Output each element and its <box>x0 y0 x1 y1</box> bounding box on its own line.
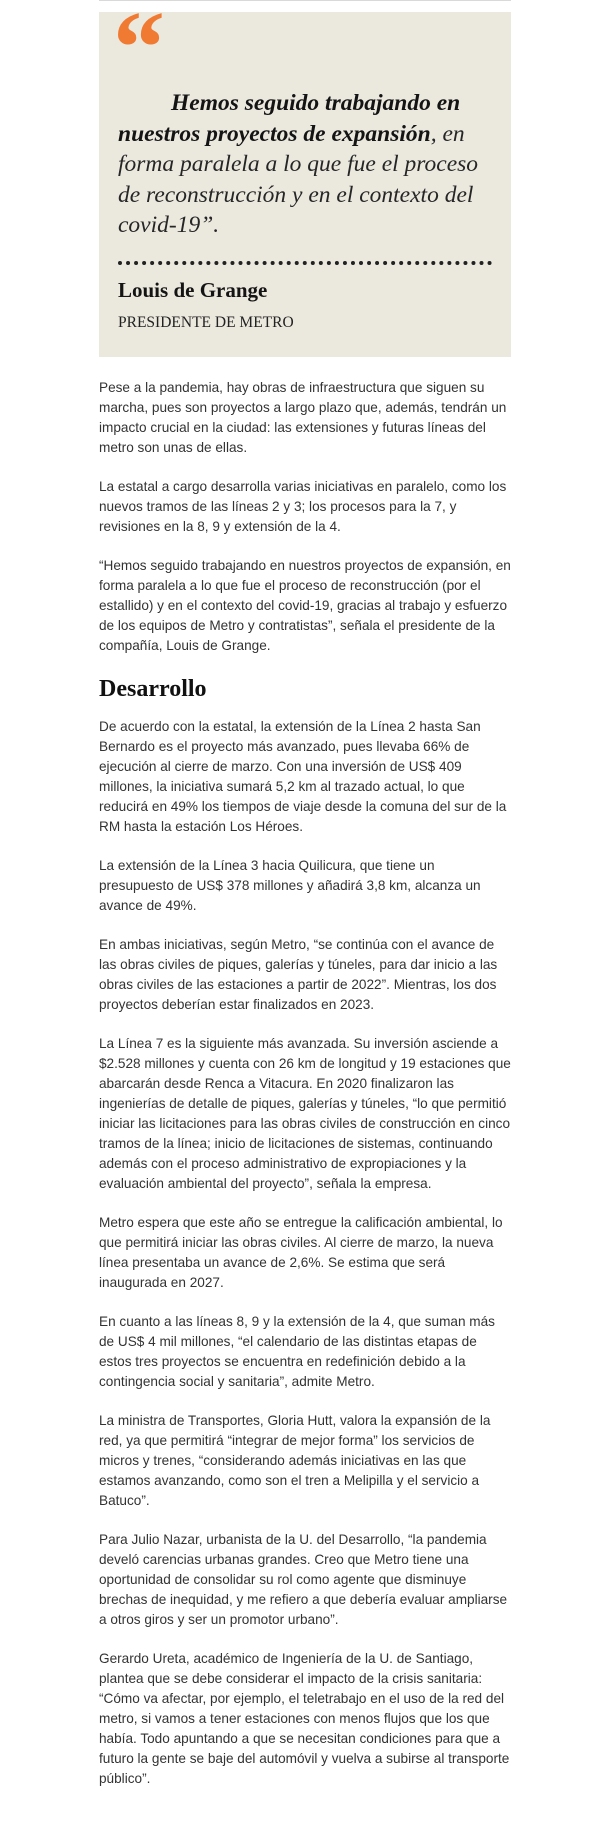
article-paragraph: Pese a la pandemia, hay obras de infraestructura que siguen su marcha, pues son proyectos a largo plazo que, además, tendrán un impacto crucial en la ciudad: las extensiones y futuras líneas del metro son unas de ellas. <box>99 380 507 455</box>
article-body <box>99 378 511 1808</box>
article-paragraph: La estatal a cargo desarrolla varias iniciativas en paralelo, como los nuevos tramos de las líneas 2 y 3; los procesos para la 7, y revisiones en la 8, 9 y extensión de la 4. <box>99 479 507 534</box>
article-paragraph: “Hemos seguido trabajando en nuestros proyectos de expansión, en forma paralela a lo que fue el proceso de reconstrucción (por el estallido) y en el contexto del covid-19, gracias al trabajo y esfuerzo de los equipos de Metro y contratistas”, señala el presidente de la compañía, Louis de Grange. <box>99 558 511 653</box>
article-paragraph: La extensión de la Línea 3 hacia Quilicura, que tiene un presupuesto de US$ 378 millones y añadirá 3,8 km, alcanza un avance de 49%. <box>99 858 481 913</box>
quote-author: Louis de Grange <box>118 278 268 302</box>
article-paragraph: Para Julio Nazar, urbanista de la U. del Desarrollo, “la pandemia develó carencias urbanas grandes. Creo que Metro tiene una oportunidad de consolidar su rol como agente que disminuye brechas de inequidad, y me refiero a que debería evaluar ampliarse a otros giros y ser un promotor urbano”. <box>99 1532 508 1627</box>
quote-author-role: PRESIDENTE DE METRO <box>118 314 294 331</box>
pull-quote-rest: , en forma paralela a lo que fue el proceso de reconstrucción y en el contexto del covid-19”. <box>118 120 479 238</box>
article-paragraph: De acuerdo con la estatal, la extensión de la Línea 2 hasta San Bernardo es el proyecto más avanzado, pues llevaba 66% de ejecución al cierre de marzo. Con una inversión de US$ 409 millones, la iniciativa sumará 5,2 km al trazado actual, lo que reducirá en 49% los tiempos de viaje desde la comuna del sur de la RM hasta la estación Los Héroes. <box>99 719 507 834</box>
pull-quote-text <box>118 88 498 241</box>
article-paragraph: La ministra de Transportes, Gloria Hutt, valora la expansión de la red, ya que permitirá “integrar de mejor forma” los servicios de micros y trenes, “considerando además iniciativas en las que estamos avanzando, como son el tren a Melipilla y el servicio a Batuco”. <box>99 1413 491 1508</box>
article-paragraph: Gerardo Ureta, académico de Ingeniería de la U. de Santiago, plantea que se debe considerar el impacto de la crisis sanitaria: “Cómo va afectar, por ejemplo, el teletrabajo en el uso de la red del metro, si vamos a tener estaciones con menos flujos que los que había. Todo apuntando a que se necesitan condiciones para que a futuro la gente se baje del automóvil y vuelva a subirse al transporte público”. <box>99 1651 510 1786</box>
article-paragraph: En ambas iniciativas, según Metro, “se continúa con el avance de las obras civiles de piques, galerías y túneles, para dar inicio a las obras civiles de las estaciones a partir de 2022”. Mientras, los dos proyectos deberían estar finalizados en 2023. <box>99 937 498 1012</box>
pull-quote-emphasis: Hemos seguido trabajando en nuestros proyectos de expansión <box>118 90 461 147</box>
section-heading: Desarrollo <box>99 676 207 702</box>
pull-quote <box>99 0 511 357</box>
article-paragraph: Metro espera que este año se entregue la calificación ambiental, lo que permitirá iniciar las obras civiles. Al cierre de marzo, la nueva línea presentaba un avance de 2,6%. Se estima que será inaugurada en 2027. <box>99 1215 503 1290</box>
article-paragraph: En cuanto a las líneas 8, 9 y la extensión de la 4, que suman más de US$ 4 mil millones, “el calendario de las distintas etapas de estos tres proyectos se encuentra en redefinición debido a la contingencia social y sanitaria”, admite Metro. <box>99 1314 495 1389</box>
dotted-divider <box>118 261 492 265</box>
article-paragraph: La Línea 7 es la siguiente más avanzada. Su inversión asciende a $2.528 millones y cuenta con 26 km de longitud y 19 estaciones que abarcarán desde Renca a Vitacura. En 2020 finalizaron las ingenierías de detalle de piques, galerías y túneles, “lo que permitió iniciar las licitaciones para las obras civiles de construcción en cinco tramos de la línea; inicio de licitaciones de sistemas, continuando además con el proceso administrativo de expropiaciones y la evaluación ambiental del proyecto”, señala la empresa. <box>99 1036 511 1191</box>
quote-mark-icon: “ <box>113 0 165 105</box>
